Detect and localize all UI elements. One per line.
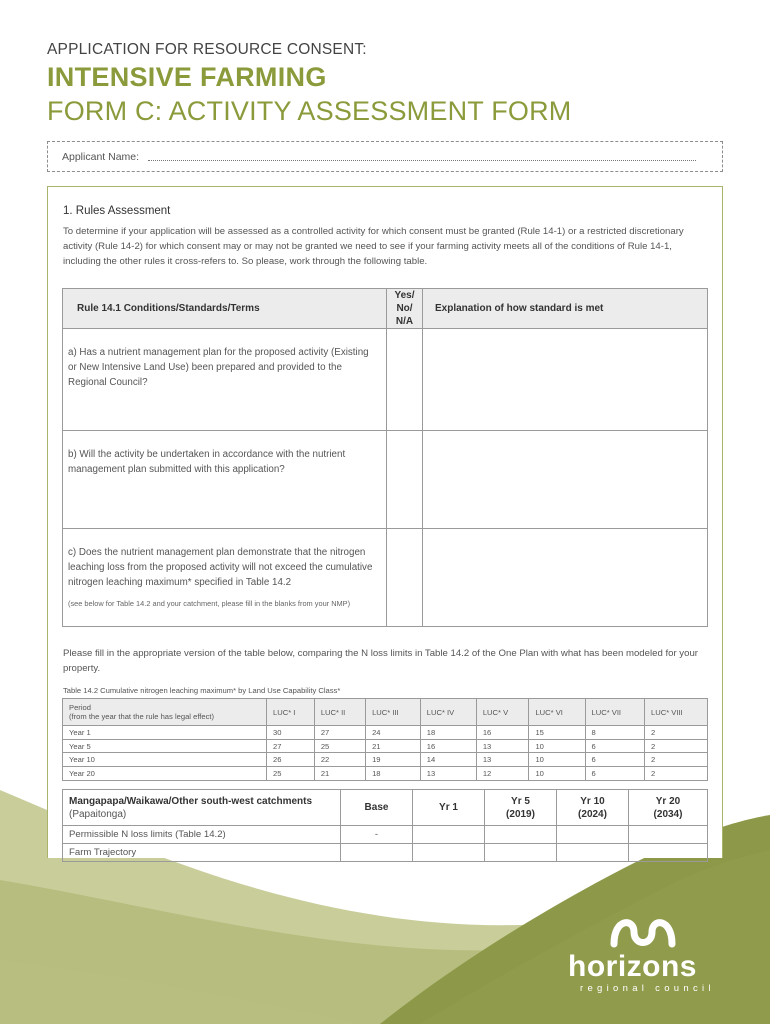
yr20-label: Yr 20 bbox=[655, 795, 681, 807]
yes-label: Yes/ bbox=[394, 290, 415, 301]
table-row bbox=[63, 739, 708, 753]
table-row bbox=[63, 329, 708, 431]
explanation-field-b[interactable] bbox=[423, 431, 708, 529]
table-cell[interactable] bbox=[557, 844, 629, 862]
catchment-table-header bbox=[63, 790, 708, 826]
luc-header: LUC* VI bbox=[529, 699, 585, 726]
luc-table bbox=[62, 698, 708, 781]
table-cell: 2 bbox=[645, 753, 708, 767]
row-label: Year 5 bbox=[63, 739, 267, 753]
no-label: No/ bbox=[396, 303, 413, 314]
table-row bbox=[63, 431, 708, 529]
table-cell: 16 bbox=[420, 739, 476, 753]
yr5-label: Yr 5 bbox=[511, 795, 530, 807]
table-cell: 2 bbox=[645, 767, 708, 781]
catchment-table bbox=[62, 789, 708, 862]
table-cell: 6 bbox=[585, 739, 645, 753]
table-cell: 10 bbox=[529, 753, 585, 767]
catchment-title: Mangapapa/Waikawa/Other south-west catchments bbox=[69, 795, 313, 807]
table-cell[interactable] bbox=[413, 844, 485, 862]
table-cell: 22 bbox=[314, 753, 365, 767]
col-yr1: Yr 1 bbox=[413, 790, 485, 826]
rule-question-c-text: c) Does the nutrient management plan demonstrate that the nitrogen leaching loss from the proposed activity will not exceed the cumulative nitrogen leaching maximum* specified in Table 14.2 bbox=[68, 547, 373, 588]
table-cell: 14 bbox=[420, 753, 476, 767]
table-cell: 27 bbox=[267, 739, 315, 753]
logo-wordmark: horizons bbox=[568, 950, 697, 983]
table-caption: Table 14.2 Cumulative nitrogen leaching maximum* by Land Use Capability Class* bbox=[63, 686, 341, 695]
luc-header: LUC* IV bbox=[420, 699, 476, 726]
table-row bbox=[63, 726, 708, 740]
col-yr20 bbox=[629, 790, 708, 826]
table-cell: 12 bbox=[476, 767, 529, 781]
rules-table-header bbox=[63, 289, 708, 329]
yr20-year: (2034) bbox=[653, 808, 683, 820]
table-cell[interactable] bbox=[485, 844, 557, 862]
applicant-name-field[interactable] bbox=[148, 160, 696, 161]
table-cell: 2 bbox=[645, 726, 708, 740]
table-cell: 18 bbox=[366, 767, 421, 781]
table-cell: 13 bbox=[476, 753, 529, 767]
table-cell: 15 bbox=[529, 726, 585, 740]
table-row bbox=[63, 753, 708, 767]
row-label: Year 1 bbox=[63, 726, 267, 740]
assessment-panel bbox=[47, 186, 723, 858]
applicant-name-box bbox=[47, 141, 723, 172]
row-label: Farm Trajectory bbox=[63, 844, 341, 862]
period-header bbox=[63, 699, 267, 726]
table-cell[interactable] bbox=[629, 844, 708, 862]
rule-question-c bbox=[63, 529, 387, 627]
base-value: - bbox=[341, 826, 413, 844]
col-yr10 bbox=[557, 790, 629, 826]
table-cell: 6 bbox=[585, 767, 645, 781]
catchment-name bbox=[63, 790, 341, 826]
table-cell: 26 bbox=[267, 753, 315, 767]
na-label: N/A bbox=[395, 316, 414, 327]
table-cell: 13 bbox=[476, 739, 529, 753]
table-cell: 13 bbox=[420, 767, 476, 781]
luc-header: LUC* VIII bbox=[645, 699, 708, 726]
table-cell: 30 bbox=[267, 726, 315, 740]
table-cell: 10 bbox=[529, 767, 585, 781]
row-label: Year 20 bbox=[63, 767, 267, 781]
luc-table-header bbox=[63, 699, 708, 726]
table-cell: 21 bbox=[314, 767, 365, 781]
form-title: INTENSIVE FARMING bbox=[47, 62, 327, 92]
catchment-subtitle: (Papaitonga) bbox=[69, 808, 127, 820]
table-row bbox=[63, 529, 708, 627]
rule-question-a: a) Has a nutrient management plan for the proposed activity (Existing or New Intensive Land Use) been prepared and provided to the Regional Council? bbox=[63, 329, 387, 431]
table-cell[interactable] bbox=[413, 826, 485, 844]
horizons-logo-icon bbox=[568, 910, 718, 952]
table-cell[interactable] bbox=[557, 826, 629, 844]
form-name: FORM C: ACTIVITY ASSESSMENT FORM bbox=[47, 96, 572, 126]
col-base: Base bbox=[341, 790, 413, 826]
table-cell[interactable] bbox=[341, 844, 413, 862]
row-label: Permissible N loss limits (Table 14.2) bbox=[63, 826, 341, 844]
table-cell: 8 bbox=[585, 726, 645, 740]
yes-no-field-b[interactable] bbox=[387, 431, 423, 529]
form-subtitle: APPLICATION FOR RESOURCE CONSENT: bbox=[47, 41, 367, 58]
table-cell[interactable] bbox=[629, 826, 708, 844]
period-label: Period bbox=[69, 703, 91, 712]
yr5-year: (2019) bbox=[506, 808, 535, 820]
luc-header: LUC* III bbox=[366, 699, 421, 726]
yes-no-field-c[interactable] bbox=[387, 529, 423, 627]
explanation-field-c[interactable] bbox=[423, 529, 708, 627]
section-title: 1. Rules Assessment bbox=[63, 205, 171, 217]
logo-tagline: regional council bbox=[580, 983, 715, 994]
applicant-name-label: Applicant Name: bbox=[62, 151, 140, 163]
table-row bbox=[63, 844, 708, 862]
table-cell: 6 bbox=[585, 753, 645, 767]
luc-header: LUC* V bbox=[476, 699, 529, 726]
table-cell: 19 bbox=[366, 753, 421, 767]
table-row bbox=[63, 826, 708, 844]
yr10-year: (2024) bbox=[578, 808, 607, 820]
explanation-field-a[interactable] bbox=[423, 329, 708, 431]
table-cell: 18 bbox=[420, 726, 476, 740]
fill-instructions: Please fill in the appropriate version of the table below, comparing the N loss limits in Table 14.2 of the One Plan with what has been modeled for your property. bbox=[63, 648, 698, 674]
rules-col-conditions: Rule 14.1 Conditions/Standards/Terms bbox=[63, 289, 387, 329]
table-cell: 2 bbox=[645, 739, 708, 753]
luc-header: LUC* I bbox=[267, 699, 315, 726]
horizons-logo bbox=[568, 910, 718, 1000]
table-cell: 21 bbox=[366, 739, 421, 753]
col-yr5 bbox=[485, 790, 557, 826]
rules-col-explanation: Explanation of how standard is met bbox=[423, 289, 708, 329]
table-cell[interactable] bbox=[485, 826, 557, 844]
table-cell: 24 bbox=[366, 726, 421, 740]
rules-table bbox=[62, 288, 708, 627]
table-row bbox=[63, 767, 708, 781]
yes-no-field-a[interactable] bbox=[387, 329, 423, 431]
table-cell: 10 bbox=[529, 739, 585, 753]
table-cell: 27 bbox=[314, 726, 365, 740]
luc-header: LUC* II bbox=[314, 699, 365, 726]
table-cell: 25 bbox=[314, 739, 365, 753]
table-cell: 25 bbox=[267, 767, 315, 781]
rule-question-b: b) Will the activity be undertaken in accordance with the nutrient management plan submitted with this application? bbox=[63, 431, 387, 529]
yr10-label: Yr 10 bbox=[580, 795, 605, 807]
period-note: (from the year that the rule has legal effect) bbox=[69, 712, 215, 721]
rules-col-yes-no bbox=[387, 289, 423, 329]
row-label: Year 10 bbox=[63, 753, 267, 767]
rule-note: (see below for Table 14.2 and your catchment, please fill in the blanks from your NMP) bbox=[68, 599, 351, 608]
section-intro: To determine if your application will be assessed as a controlled activity for which consent must be granted (Rule 14-1) or a restricted discretionary activity (Rule 14-2) for which consent may or may not be granted we need to see if your farming activity meets all of the conditions of Rule 14-1, including the other rules it cross-refers to. So please, work through the following table. bbox=[63, 226, 684, 268]
table-cell: 16 bbox=[476, 726, 529, 740]
luc-header: LUC* VII bbox=[585, 699, 645, 726]
